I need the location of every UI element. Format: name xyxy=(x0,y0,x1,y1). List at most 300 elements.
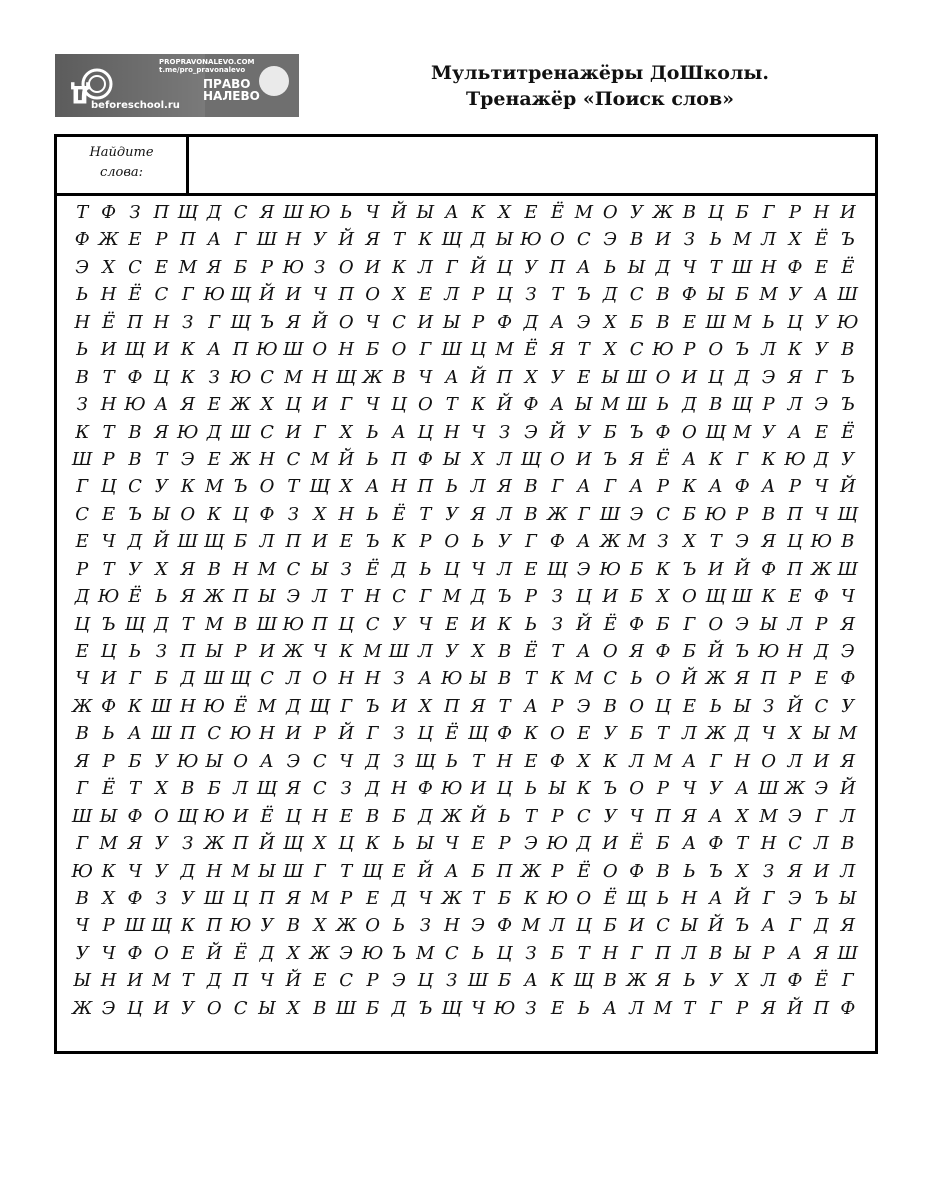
grid-letter: Р xyxy=(736,997,749,1019)
grid-letter: З xyxy=(551,586,563,608)
grid-letter: Ц xyxy=(496,256,513,278)
grid-letter: Л xyxy=(761,970,777,992)
grid-letter: В xyxy=(392,366,406,388)
grid-letter: Т xyxy=(392,229,405,251)
grid-letter: Ш xyxy=(705,311,727,333)
grid-letter: З xyxy=(340,778,352,800)
grid-letter: Ы xyxy=(495,229,514,251)
grid-letter: Ш xyxy=(124,915,146,937)
grid-letter: Ж xyxy=(204,586,225,608)
grid-letter: У xyxy=(709,970,723,992)
grid-letter: Р xyxy=(234,641,247,662)
grid-letter: Ш xyxy=(837,942,859,964)
grid-letter: Ё xyxy=(814,970,828,992)
grid-letter: Й xyxy=(259,284,275,306)
grid-letter: У xyxy=(313,229,327,251)
grid-letter: С xyxy=(312,750,327,772)
grid-letter: Ш xyxy=(256,229,278,251)
grid-letter: О xyxy=(602,202,618,223)
grid-letter: И xyxy=(602,833,619,855)
grid-letter: Щ xyxy=(283,833,304,855)
grid-letter: Г xyxy=(445,256,458,278)
grid-letter: Ъ xyxy=(735,915,750,937)
grid-letter: Н xyxy=(391,476,407,498)
grid-letter: Я xyxy=(365,229,380,251)
grid-letter: Ш xyxy=(731,586,753,608)
grid-letter: Ф xyxy=(497,311,513,333)
grid-letter: Н xyxy=(734,750,751,772)
grid-letter: Щ xyxy=(203,531,225,553)
grid-letter: Э xyxy=(735,613,750,635)
grid-letter: Щ xyxy=(177,805,199,827)
grid-letter: М xyxy=(495,339,514,361)
grid-row xyxy=(57,967,875,994)
grid-letter: Ц xyxy=(443,558,460,580)
grid-letter: Ю xyxy=(229,723,252,745)
grid-letter: Ю xyxy=(520,229,542,251)
grid-letter: А xyxy=(550,394,565,416)
grid-letter: П xyxy=(259,887,275,909)
grid-letter: Ф xyxy=(127,366,143,388)
grid-letter: Ь xyxy=(630,668,643,690)
grid-letter: Ч xyxy=(471,997,486,1019)
grid-letter: Д xyxy=(391,997,407,1019)
grid-letter: Я xyxy=(734,668,750,690)
grid-letter: Ю xyxy=(309,202,331,223)
grid-letter: Ь xyxy=(498,805,511,827)
grid-letter: Ш xyxy=(467,970,489,992)
grid-letter: Б xyxy=(629,558,644,580)
grid-letter: О xyxy=(365,915,380,937)
grid-letter: Ы xyxy=(601,366,620,388)
grid-letter: Ё xyxy=(603,613,617,635)
grid-letter: К xyxy=(392,256,406,278)
grid-letter: Е xyxy=(207,394,221,416)
grid-letter: Ч xyxy=(418,366,433,388)
grid-letter: Я xyxy=(259,202,275,223)
grid-letter: Т xyxy=(128,778,141,800)
grid-letter: О xyxy=(576,887,592,909)
grid-letter: Ы xyxy=(99,805,118,827)
grid-letter: Щ xyxy=(256,778,278,800)
grid-letter: Б xyxy=(603,915,617,937)
grid-letter: Ы xyxy=(310,558,329,580)
grid-letter: Б xyxy=(233,531,248,553)
grid-letter: И xyxy=(100,668,117,690)
grid-letter: Ь xyxy=(762,311,775,333)
grid-letter: Х xyxy=(788,723,802,745)
grid-letter: К xyxy=(682,476,697,498)
grid-letter: У xyxy=(445,641,459,662)
grid-letter: З xyxy=(762,695,775,717)
grid-letter: Щ xyxy=(837,503,859,525)
grid-letter: И xyxy=(417,311,434,333)
grid-letter: К xyxy=(75,421,90,443)
grid-letter: Г xyxy=(577,503,590,525)
grid-letter: Д xyxy=(206,202,222,223)
grid-letter: Ю xyxy=(837,311,859,333)
grid-letter: Ч xyxy=(418,613,433,635)
grid-letter: Ъ xyxy=(576,284,591,306)
grid-letter: Р xyxy=(788,668,802,690)
grid-letter: А xyxy=(444,202,459,223)
banner-link-site: PROPRAVONALEVO.COM xyxy=(159,58,255,66)
words-to-find-field xyxy=(192,137,875,193)
grid-letter: Ш xyxy=(837,284,859,306)
grid-letter: Е xyxy=(682,695,696,717)
grid-letter: З xyxy=(182,311,194,333)
grid-letter: Г xyxy=(736,448,749,470)
grid-letter: К xyxy=(128,695,142,717)
grid-letter: П xyxy=(232,833,249,855)
grid-letter: Б xyxy=(365,339,380,361)
grid-letter: Э xyxy=(471,915,486,937)
grid-letter: М xyxy=(521,915,541,937)
grid-letter: Я xyxy=(840,750,856,772)
grid-letter: Ы xyxy=(416,833,435,855)
grid-letter: О xyxy=(708,339,724,361)
grid-letter: Й xyxy=(681,668,698,690)
grid-letter: Н xyxy=(338,668,355,690)
grid-row xyxy=(57,803,875,830)
grid-letter: Ф xyxy=(127,887,143,909)
grid-letter: И xyxy=(311,394,328,416)
grid-letter: Ч xyxy=(761,723,776,745)
grid-letter: Г xyxy=(762,887,775,909)
grid-letter: В xyxy=(841,531,855,553)
grid-letter: Н xyxy=(681,887,698,909)
grid-letter: Л xyxy=(813,833,829,855)
grid-letter: Я xyxy=(74,750,90,772)
grid-letter: С xyxy=(260,421,274,443)
grid-letter: Д xyxy=(127,531,143,553)
grid-letter: И xyxy=(470,778,487,800)
grid-letter: С xyxy=(629,284,644,306)
grid-letter: Ц xyxy=(232,503,249,525)
grid-letter: Ъ xyxy=(840,366,855,388)
grid-letter: Ф xyxy=(417,448,433,470)
grid-letter: Д xyxy=(814,915,829,937)
grid-letter: Ь xyxy=(524,613,538,635)
grid-letter: Л xyxy=(497,448,513,470)
grid-letter: Ь xyxy=(366,421,379,443)
grid-letter: Е xyxy=(445,613,459,635)
grid-letter: Л xyxy=(470,476,486,498)
grid-letter: Ш xyxy=(71,448,93,470)
grid-letter: Н xyxy=(259,448,275,470)
grid-letter: Ц xyxy=(338,613,355,635)
grid-letter: Т xyxy=(551,284,564,306)
grid-letter: Ш xyxy=(388,641,410,662)
grid-letter: Я xyxy=(470,695,486,717)
grid-letter: В xyxy=(841,833,855,855)
grid-letter: А xyxy=(708,805,723,827)
grid-letter: Ц xyxy=(787,531,803,553)
grid-letter: Щ xyxy=(230,668,251,690)
grid-letter: Ь xyxy=(472,531,485,553)
grid-letter: Ц xyxy=(391,394,407,416)
grid-letter: Ж xyxy=(204,833,225,855)
grid-letter: Ф xyxy=(655,421,671,443)
grid-row xyxy=(57,254,875,281)
grid-letter: А xyxy=(576,256,591,278)
grid-letter: Ч xyxy=(682,778,697,800)
grid-letter: Х xyxy=(577,750,591,772)
grid-letter: Ж xyxy=(811,558,832,580)
page-title xyxy=(340,60,860,112)
grid-letter: Э xyxy=(761,366,776,388)
grid-letter: Д xyxy=(814,641,829,662)
grid-letter: Я xyxy=(761,531,776,553)
grid-letter: Я xyxy=(497,476,512,498)
grid-letter: Щ xyxy=(731,394,753,416)
grid-letter: П xyxy=(232,339,249,361)
grid-letter: Е xyxy=(154,256,168,278)
grid-letter: Ъ xyxy=(101,613,116,635)
grid-letter: Ы xyxy=(258,860,276,882)
grid-letter: Ю xyxy=(441,778,463,800)
grid-letter: П xyxy=(760,668,777,690)
grid-letter: Н xyxy=(760,256,777,278)
grid-letter: Л xyxy=(549,915,565,937)
grid-row xyxy=(57,309,875,336)
grid-letter: А xyxy=(418,668,433,690)
grid-letter: П xyxy=(179,229,196,251)
grid-letter: Ю xyxy=(705,503,727,525)
grid-letter: Ж xyxy=(705,668,726,690)
grid-letter: Х xyxy=(656,586,670,608)
grid-letter: С xyxy=(392,311,406,333)
grid-letter: Ъ xyxy=(418,997,433,1019)
grid-letter: К xyxy=(761,586,776,608)
grid-letter: П xyxy=(338,284,355,306)
grid-letter: Я xyxy=(840,613,856,635)
grid-letter: Г xyxy=(841,970,854,992)
grid-letter: Ж xyxy=(98,229,119,251)
grid-letter: В xyxy=(286,915,300,937)
grid-letter: Т xyxy=(102,366,115,388)
grid-letter: Д xyxy=(470,586,486,608)
grid-letter: Г xyxy=(630,942,643,964)
grid-letter: Т xyxy=(419,503,432,525)
grid-letter: Н xyxy=(153,311,170,333)
grid-letter: Ё xyxy=(524,641,538,662)
grid-letter: Я xyxy=(655,970,671,992)
grid-letter: Ё xyxy=(366,558,380,580)
grid-letter: Е xyxy=(814,668,828,690)
grid-letter: О xyxy=(338,311,354,333)
grid-letter: И xyxy=(655,229,671,251)
grid-letter: З xyxy=(525,284,537,306)
grid-letter: Ж xyxy=(652,202,674,223)
grid-letter: Ё xyxy=(234,942,248,964)
grid-letter: Т xyxy=(102,558,115,580)
grid-letter: Ь xyxy=(445,750,458,772)
grid-letter: Ч xyxy=(128,860,142,882)
grid-letter: Ё xyxy=(234,695,248,717)
grid-letter: И xyxy=(575,448,592,470)
grid-letter: Е xyxy=(788,586,802,608)
grid-letter: О xyxy=(629,695,644,717)
grid-letter: Г xyxy=(604,476,617,498)
grid-letter: Ч xyxy=(471,421,486,443)
grid-letter: У xyxy=(788,284,802,306)
grid-letter: М xyxy=(627,531,646,553)
grid-letter: З xyxy=(393,668,405,690)
grid-letter: Л xyxy=(417,256,433,278)
grid-letter: Ы xyxy=(442,311,461,333)
grid-letter: Л xyxy=(787,394,803,416)
grid-row xyxy=(57,775,875,802)
grid-letter: О xyxy=(655,366,671,388)
grid-letter: Н xyxy=(338,503,355,525)
grid-letter: А xyxy=(576,531,591,553)
grid-row xyxy=(57,226,875,253)
grid-letter: И xyxy=(285,723,302,745)
grid-letter: С xyxy=(286,558,301,580)
grid-letter: Ь xyxy=(472,942,485,964)
grid-letter: Ф xyxy=(497,915,513,937)
grid-letter: Ю xyxy=(810,531,833,553)
grid-letter: Ц xyxy=(285,394,302,416)
grid-letter: Е xyxy=(207,448,221,470)
grid-letter: Г xyxy=(789,915,801,937)
grid-letter: П xyxy=(232,586,249,608)
grid-letter: М xyxy=(653,997,673,1019)
grid-letter: С xyxy=(128,476,142,498)
grid-letter: В xyxy=(656,311,670,333)
grid-letter: Ч xyxy=(814,503,829,525)
grid-letter: Я xyxy=(787,366,803,388)
grid-letter: Н xyxy=(206,860,223,882)
grid-letter: Ф xyxy=(629,860,645,882)
grid-letter: Х xyxy=(392,284,406,306)
grid-letter: Д xyxy=(418,805,433,827)
grid-letter: Ш xyxy=(626,366,647,388)
grid-letter: Ю xyxy=(282,256,305,278)
grid-letter: Р xyxy=(472,284,485,306)
grid-letter: Я xyxy=(127,833,143,855)
grid-letter: А xyxy=(814,284,829,306)
grid-letter: З xyxy=(498,421,511,443)
grid-letter: Ф xyxy=(101,695,117,717)
grid-letter: А xyxy=(444,860,459,882)
grid-row xyxy=(57,858,875,885)
grid-letter: Т xyxy=(524,668,537,690)
grid-letter: К xyxy=(365,833,380,855)
grid-letter: Д xyxy=(655,256,671,278)
grid-letter: В xyxy=(207,558,221,580)
grid-letter: А xyxy=(735,778,750,800)
grid-letter: Х xyxy=(286,997,300,1019)
grid-letter: В xyxy=(75,887,89,909)
grid-letter: Щ xyxy=(520,448,542,470)
grid-letter: Н xyxy=(602,942,619,964)
grid-letter: Я xyxy=(550,339,565,361)
grid-letter: Ф xyxy=(549,750,565,772)
grid-letter: П xyxy=(813,997,830,1019)
grid-letter: Ш xyxy=(731,256,753,278)
grid-letter: Б xyxy=(497,970,512,992)
grid-letter: Б xyxy=(128,750,142,772)
grid-letter: Л xyxy=(681,723,697,745)
grid-row xyxy=(57,199,875,226)
grid-letter: Ы xyxy=(733,942,752,964)
grid-letter: Ц xyxy=(417,970,434,992)
grid-letter: Р xyxy=(102,750,115,772)
grid-letter: М xyxy=(152,970,171,992)
grid-letter: И xyxy=(153,997,170,1019)
grid-letter: Ч xyxy=(101,942,116,964)
grid-letter: В xyxy=(75,723,89,745)
grid-letter: Ъ xyxy=(497,586,512,608)
grid-letter: Я xyxy=(629,448,644,470)
grid-letter: И xyxy=(707,558,724,580)
grid-letter: Р xyxy=(656,476,670,498)
grid-letter: Й xyxy=(338,448,355,470)
grid-letter: Й xyxy=(338,723,355,745)
grid-letter: Ъ xyxy=(840,394,855,416)
grid-letter: Б xyxy=(154,668,168,690)
grid-letter: Ь xyxy=(524,778,538,800)
grid-letter: Т xyxy=(102,421,115,443)
grid-letter: Э xyxy=(788,805,802,827)
grid-letter: Ч xyxy=(365,311,380,333)
grid-letter: Н xyxy=(391,778,407,800)
grid-letter: Д xyxy=(365,778,380,800)
grid-letter: Ф xyxy=(655,641,671,662)
grid-letter: Е xyxy=(418,284,432,306)
grid-letter: К xyxy=(101,860,116,882)
grid-letter: Ь xyxy=(709,229,722,251)
grid-letter: Б xyxy=(735,202,749,223)
grid-letter: П xyxy=(787,503,803,525)
grid-letter: Ф xyxy=(74,229,90,251)
grid-letter: Н xyxy=(259,723,275,745)
grid-letter: Х xyxy=(735,860,749,882)
grid-letter: Д xyxy=(365,750,380,772)
grid-letter: Е xyxy=(128,229,142,251)
grid-letter: Ю xyxy=(546,887,569,909)
grid-letter: Я xyxy=(814,942,829,964)
grid-letter: Н xyxy=(100,394,117,416)
grid-letter: Ж xyxy=(283,641,304,662)
grid-letter: Ш xyxy=(335,997,357,1019)
grid-letter: С xyxy=(656,915,670,937)
grid-letter: В xyxy=(524,476,538,498)
grid-letter: П xyxy=(391,448,407,470)
grid-letter: О xyxy=(312,668,328,690)
grid-letter: Ы xyxy=(706,284,725,306)
grid-letter: Ь xyxy=(419,558,432,580)
grid-letter: Б xyxy=(207,778,221,800)
grid-letter: И xyxy=(259,641,275,662)
grid-letter: И xyxy=(285,284,302,306)
grid-row xyxy=(57,748,875,775)
grid-letter: К xyxy=(550,970,565,992)
grid-letter: И xyxy=(100,339,117,361)
grid-letter: Т xyxy=(340,860,353,882)
grid-letter: С xyxy=(260,668,274,690)
grid-letter: Ы xyxy=(442,448,461,470)
grid-letter: У xyxy=(154,860,168,882)
grid-letter: Ё xyxy=(841,421,855,443)
grid-letter: Х xyxy=(339,476,353,498)
banner-link-telegram: t.me/pro_pravonalevo xyxy=(159,66,246,74)
grid-row xyxy=(57,912,875,939)
grid-letter: Д xyxy=(180,668,196,690)
grid-row xyxy=(57,693,875,720)
